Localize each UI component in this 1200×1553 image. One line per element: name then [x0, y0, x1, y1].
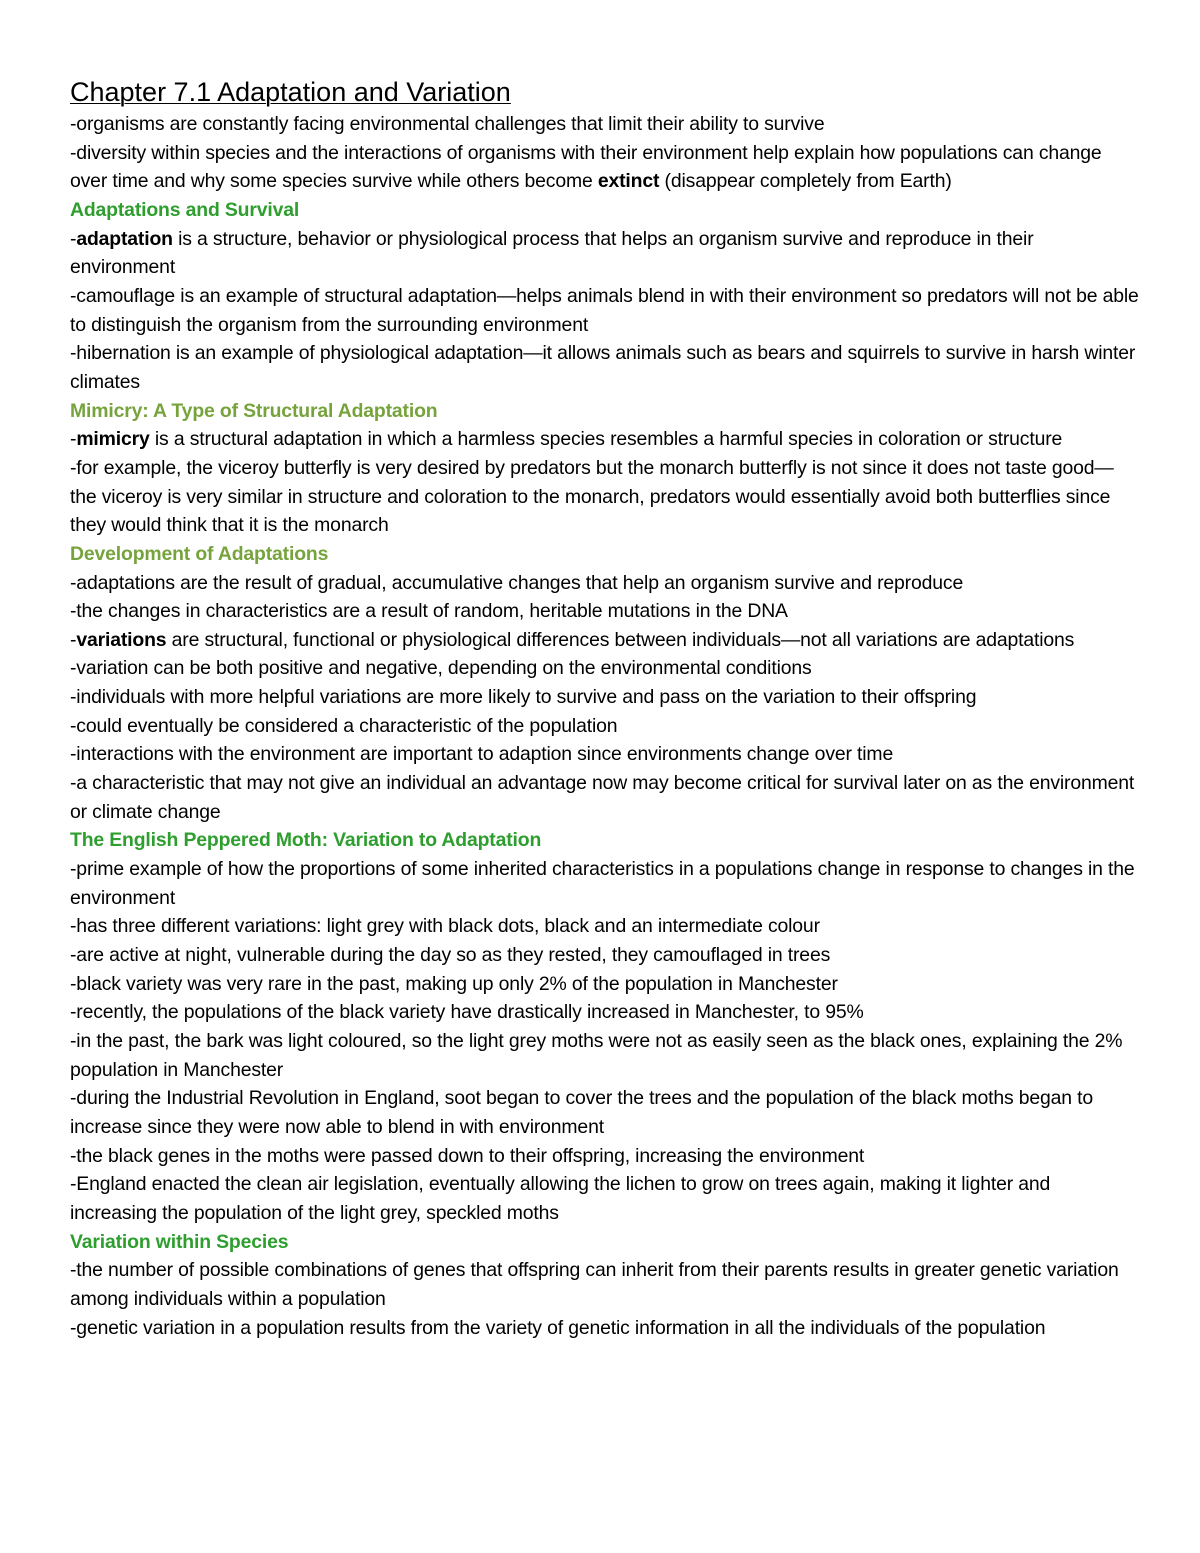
- hibernation-paragraph: -hibernation is an example of physiological adaptation—it allows animals such as bears and squirrels to survive in harsh winter climates: [70, 342, 1136, 393]
- development-paragraph-6: -could eventually be considered a characteristic of the population: [70, 714, 618, 737]
- moth-paragraph-2: -has three different variations: light grey with black dots, black and an intermediate colour: [70, 915, 820, 938]
- moth-paragraph-4: -black variety was very rare in the past, making up only 2% of the population in Manchester: [70, 972, 838, 995]
- species-paragraph-2: -genetic variation in a population results from the variety of genetic information in all the individuals of the population: [70, 1316, 1046, 1339]
- moth-paragraph-9: -England enacted the clean air legislation, eventually allowing the lichen to grow on trees again, making it lighter and increasing the population of the light grey, speckled moths: [70, 1173, 1051, 1224]
- section-heading-mimicry: Mimicry: A Type of Structural Adaptation: [70, 399, 438, 422]
- moth-paragraph-6: -in the past, the bark was light coloured, so the light grey moths were not as easily seen as the black ones, explaining the 2% population in Manchester: [70, 1030, 1123, 1081]
- definition-text: is a structure, behavior or physiological process that helps an organism survive and reproduce in their environment: [70, 227, 1034, 279]
- species-paragraph-1: -the number of possible combinations of genes that offspring can inherit from their parents results in greater genetic variation among individuals within a population: [70, 1259, 1119, 1310]
- definition-text: is a structural adaptation in which a harmless species resembles a harmful species in coloration or structure: [149, 428, 1063, 451]
- page-title: Chapter 7.1 Adaptation and Variation: [70, 77, 511, 107]
- term-extinct: extinct: [597, 170, 660, 193]
- moth-paragraph-8: -the black genes in the moths were passed down to their offspring, increasing the environment: [70, 1144, 865, 1167]
- development-paragraph-4: -variation can be both positive and negative, depending on the environmental conditions: [70, 657, 812, 680]
- development-paragraph-8: -a characteristic that may not give an individual an advantage now may become critical for survival later on as the environment or climate change: [70, 772, 1135, 823]
- section-heading-development: Development of Adaptations: [70, 542, 329, 565]
- moth-paragraph-1: -prime example of how the proportions of some inherited characteristics in a populations change in response to changes in the environment: [70, 858, 1135, 909]
- bullet-dash: -: [70, 628, 77, 651]
- mimicry-definition: [70, 425, 1140, 454]
- intro-paragraph-2: [70, 139, 1140, 196]
- section-heading-peppered-moth: The English Peppered Moth: Variation to Adaptation: [70, 829, 542, 852]
- variations-definition: [70, 626, 1140, 655]
- term-adaptation: adaptation: [76, 227, 173, 250]
- term-mimicry: mimicry: [76, 428, 150, 451]
- intro-paragraph-1: -organisms are constantly facing environmental challenges that limit their ability to survive: [70, 113, 825, 135]
- camouflage-paragraph: -camouflage is an example of structural adaptation—helps animals blend in with their environment so predators will not be able to distinguish the organism from the surrounding environment: [70, 284, 1139, 336]
- bullet-dash: -: [70, 428, 77, 451]
- development-paragraph-2: -the changes in characteristics are a result of random, heritable mutations in the DNA: [70, 600, 788, 623]
- development-paragraph-7: -interactions with the environment are important to adaption since environments change over time: [70, 743, 894, 766]
- section-heading-variation-within-species: Variation within Species: [70, 1230, 289, 1253]
- development-paragraph-5: -individuals with more helpful variations are more likely to survive and pass on the variation to their offspring: [70, 686, 977, 709]
- moth-paragraph-5: -recently, the populations of the black variety have drastically increased in Manchester, to 95%: [70, 1001, 864, 1024]
- butterfly-example: -for example, the viceroy butterfly is very desired by predators but the monarch butterfly is not since it does not taste good—the viceroy is very similar in structure and coloration to the monarch, predators would essentially avoid both butterflies since they would think that it is the monarch: [70, 456, 1114, 537]
- intro-text-rest: (disappear completely from Earth): [659, 170, 952, 193]
- bullet-dash: -: [70, 227, 77, 250]
- moth-paragraph-3: -are active at night, vulnerable during the day so as they rested, they camouflaged in trees: [70, 944, 831, 967]
- term-variations: variations: [76, 628, 167, 651]
- intro-text: -diversity within species and the interactions of organisms with their environment help explain how populations can change over time and why some species survive while others become: [70, 141, 1102, 193]
- adaptation-definition: [70, 225, 1140, 282]
- moth-paragraph-7: -during the Industrial Revolution in England, soot began to cover the trees and the population of the black moths began to increase since they were now able to blend in with environment: [70, 1087, 1094, 1138]
- definition-text: are structural, functional or physiological differences between individuals—not all variations are adaptations: [166, 628, 1075, 651]
- development-paragraph-1: -adaptations are the result of gradual, accumulative changes that help an organism survive and reproduce: [70, 571, 964, 594]
- section-heading-adaptations-survival: Adaptations and Survival: [70, 198, 300, 221]
- document-page: [70, 76, 1140, 1342]
